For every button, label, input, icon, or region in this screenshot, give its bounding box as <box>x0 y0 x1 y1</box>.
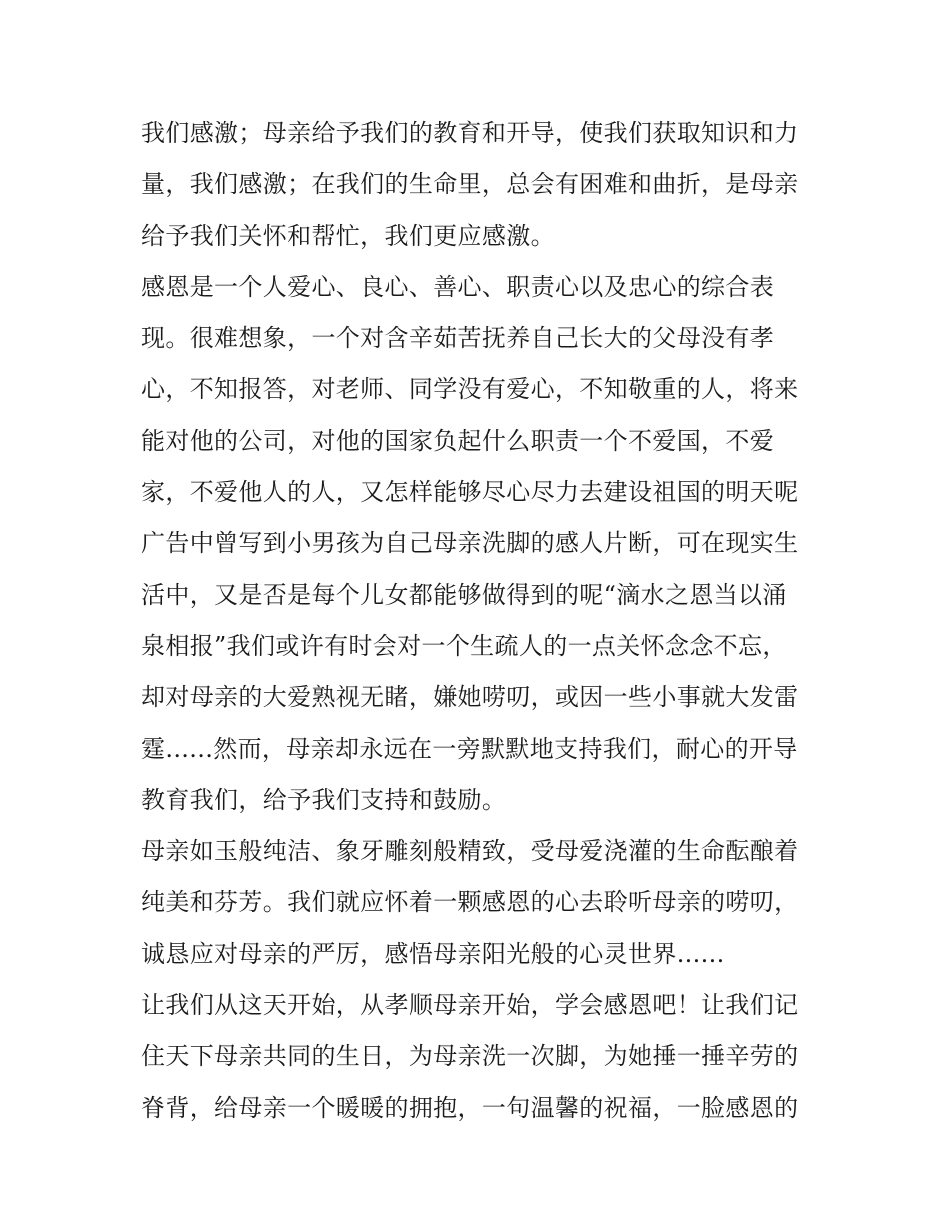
text-line-13: 霆......然而，母亲却永远在一旁默默地支持我们，耐心的开导 <box>141 734 798 763</box>
text-line-1: 我们感激；母亲给予我们的教育和开导，使我们获取知识和力 <box>141 119 799 147</box>
text-line-6: 心，不知报答，对老师、同学没有爱心，不知敬重的人，将来 <box>141 375 799 404</box>
text-line-14: 教育我们，给予我们支持和鼓励。 <box>141 785 507 814</box>
text-line-15: 母亲如玉般纯洁、象牙雕刻般精致，受母爱浇灌的生命酝酿着 <box>141 837 799 866</box>
body-text <box>141 108 821 1134</box>
text-line-12: 却对母亲的大爱熟视无睹，嫌她唠叨，或因一些小事就大发雷 <box>141 683 799 712</box>
text-line-20: 脊背，给母亲一个暖暖的拥抱，一句温馨的祝福，一脸感恩的 <box>141 1093 799 1122</box>
text-line-19: 住天下母亲共同的生日，为母亲洗一次脚，为她捶一捶辛劳的 <box>141 1042 799 1071</box>
text-line-11: 泉相报”我们或许有时会对一个生疏人的一点关怀念念不忘， <box>141 631 787 660</box>
text-line-16: 纯美和芬芳。我们就应怀着一颗感恩的心去聆听母亲的唠叨， <box>141 888 799 917</box>
text-line-17: 诚恳应对母亲的严厉，感悟母亲阳光般的心灵世界...... <box>141 939 725 968</box>
text-line-8: 家，不爱他人的人，又怎样能够尽心尽力去建设祖国的明天呢 <box>141 478 799 507</box>
text-line-9: 广告中曾写到小男孩为自己母亲洗脚的感人片断，可在现实生 <box>141 529 799 558</box>
text-line-7: 能对他的公司，对他的国家负起什么职责一个不爱国，不爱 <box>141 426 775 455</box>
text-line-10: 活中，又是否是每个儿女都能够做得到的呢“滴水之恩当以涌 <box>141 580 787 609</box>
text-line-2: 量，我们感激；在我们的生命里，总会有困难和曲折，是母亲 <box>141 170 799 199</box>
text-line-4: 感恩是一个人爱心、良心、善心、职责心以及忠心的综合表 <box>141 272 775 301</box>
text-line-3: 给予我们关怀和帮忙，我们更应感激。 <box>141 221 555 250</box>
text-line-5: 现。很难想象，一个对含辛茹苦抚养自己长大的父母没有孝 <box>141 324 775 353</box>
text-line-18: 让我们从这天开始，从孝顺母亲开始，学会感恩吧！让我们记 <box>141 991 799 1020</box>
